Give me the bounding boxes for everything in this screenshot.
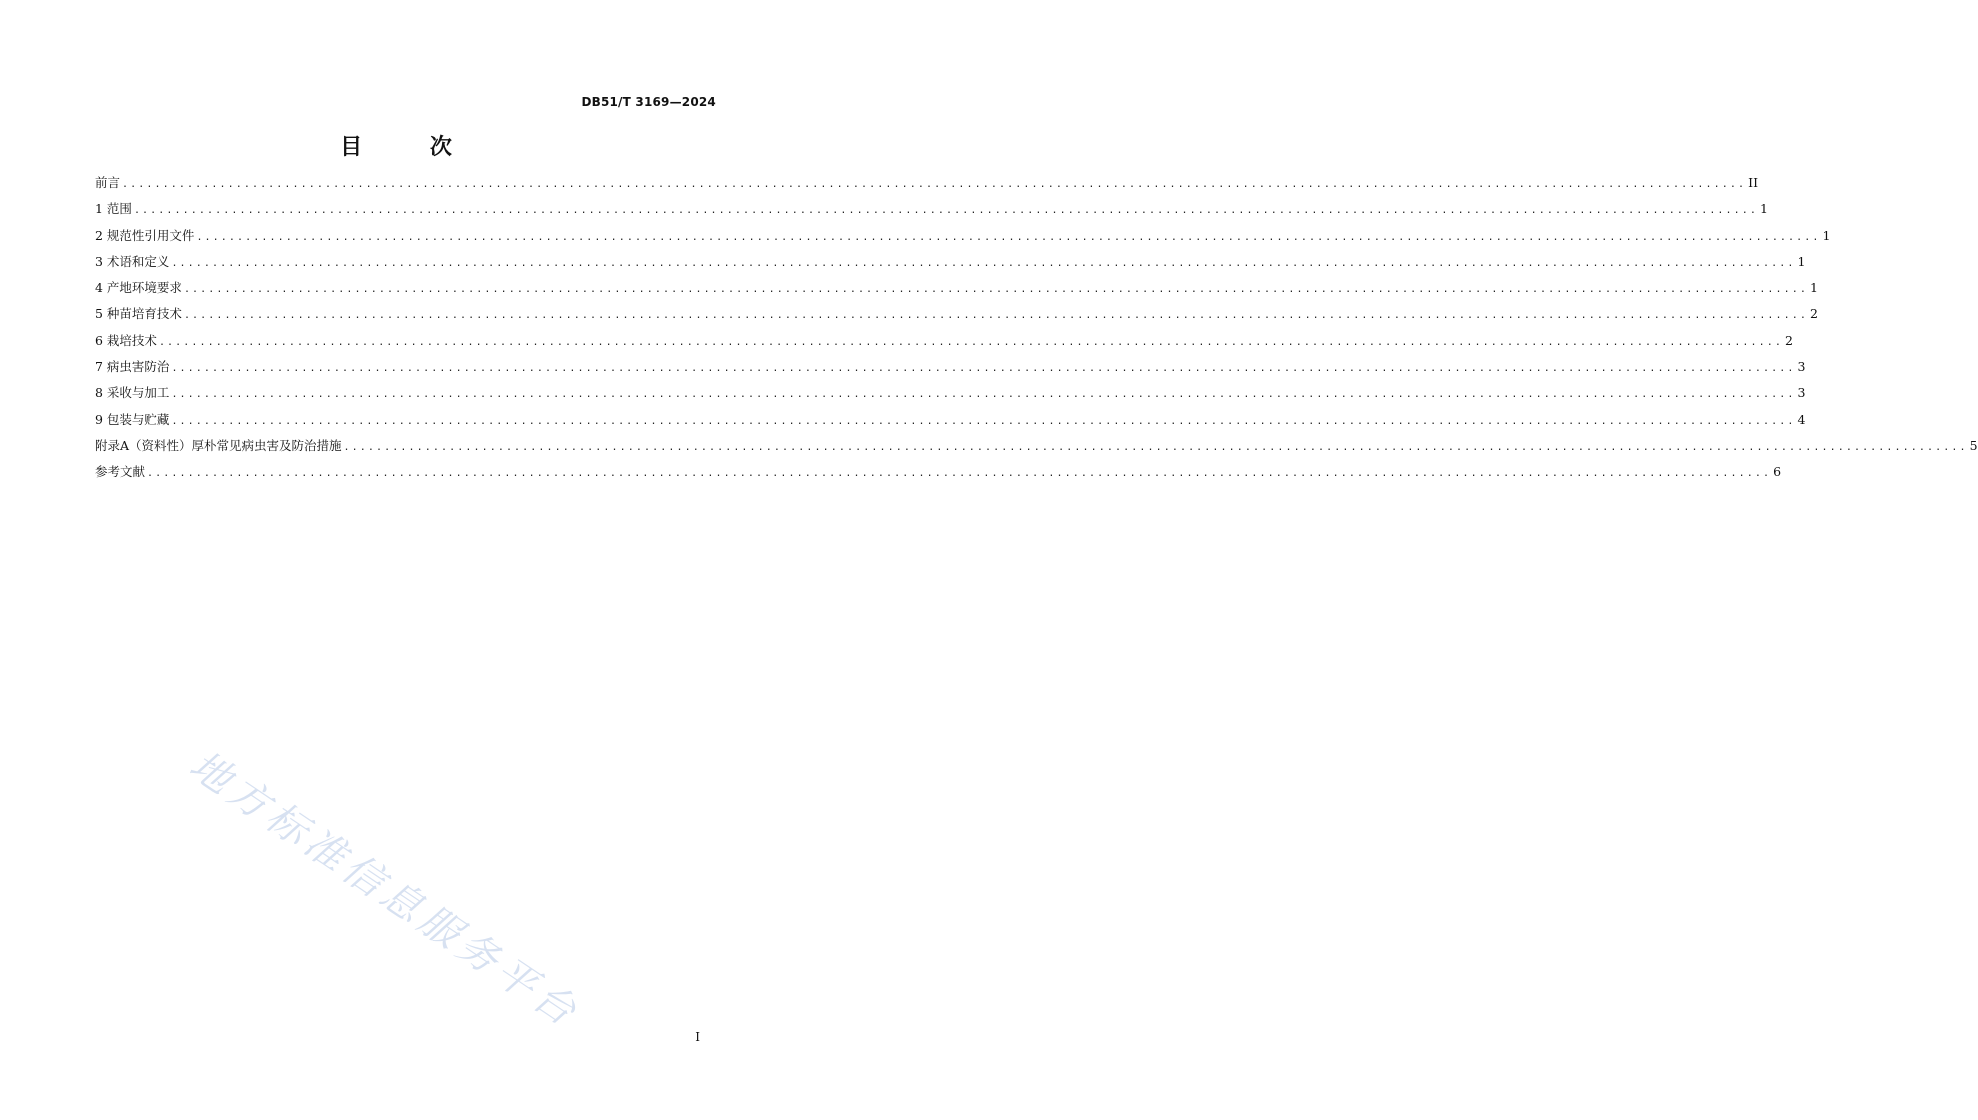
- toc-leader-dots: ........................................................................................................................................................................................................: [171, 415, 1796, 427]
- toc-leader-dots: ........................................................................................................................................................................................................: [171, 257, 1796, 269]
- toc-entry-page: 5: [1969, 437, 1978, 453]
- toc-entry-label: 3 术语和定义: [95, 253, 170, 269]
- toc-entry-label: 5 种苗培育技术: [95, 306, 182, 322]
- toc-leader-dots: ........................................................................................................................................................................................................: [171, 363, 1796, 375]
- toc-entry-page: 2: [1810, 306, 1818, 322]
- toc-leader-dots: ........................................................................................................................................................................................................: [171, 389, 1796, 401]
- table-of-contents: [95, 173, 1978, 489]
- toc-entry-packaging[interactable]: [95, 410, 1806, 436]
- toc-entry-foreword[interactable]: [95, 173, 1759, 199]
- toc-entry-page: 4: [1797, 411, 1806, 427]
- toc-entry-harvest[interactable]: [95, 383, 1806, 409]
- toc-entry-label: 前言: [95, 175, 121, 190]
- toc-leader-dots: ........................................................................................................................................................................................................: [122, 179, 1747, 190]
- toc-entry-bibliography[interactable]: [95, 462, 1782, 488]
- toc-entry-page: 1: [1760, 201, 1768, 217]
- toc-entry-page: 3: [1797, 385, 1806, 401]
- toc-entry-environment[interactable]: [95, 278, 1818, 304]
- toc-entry-terms[interactable]: [95, 252, 1806, 278]
- toc-entry-page: 1: [1797, 253, 1806, 269]
- toc-entry-label: 7 病虫害防治: [95, 359, 170, 375]
- watermark: 地方标准信息服务平台: [181, 742, 589, 1038]
- toc-entry-page: II: [1748, 175, 1759, 190]
- document-code: DB51/T 3169—2024: [581, 95, 716, 109]
- toc-leader-dots: ........................................................................................................................................................................................................: [158, 336, 1784, 348]
- toc-entry-appendix-a[interactable]: [95, 436, 1978, 462]
- toc-entry-label: 6 栽培技术: [95, 332, 157, 348]
- toc-entry-label: 1 范围: [95, 201, 132, 217]
- toc-entry-page: 1: [1822, 227, 1831, 243]
- toc-entry-label: 附录A（资料性）厚朴常见病虫害及防治措施: [95, 437, 342, 453]
- toc-entry-page: 1: [1810, 280, 1818, 296]
- page-number: I: [695, 1030, 700, 1044]
- toc-entry-label: 2 规范性引用文件: [95, 227, 195, 243]
- toc-entry-label: 参考文献: [95, 464, 146, 480]
- toc-entry-label: 8 采收与加工: [95, 385, 170, 401]
- toc-leader-dots: ........................................................................................................................................................................................................: [133, 205, 1759, 217]
- toc-leader-dots: ........................................................................................................................................................................................................: [196, 231, 1821, 243]
- toc-entry-scope[interactable]: [95, 199, 1768, 225]
- toc-leader-dots: ........................................................................................................................................................................................................: [183, 310, 1809, 322]
- toc-entry-cultivation[interactable]: [95, 331, 1793, 357]
- toc-entry-pest-control[interactable]: [95, 357, 1806, 383]
- toc-entry-label: 4 产地环境要求: [95, 280, 182, 296]
- toc-entry-label: 9 包装与贮藏: [95, 411, 170, 427]
- toc-entry-normative-references[interactable]: [95, 226, 1831, 252]
- toc-entry-seedling[interactable]: [95, 304, 1818, 330]
- page-title: 目 次: [340, 135, 482, 160]
- toc-leader-dots: ........................................................................................................................................................................................................: [147, 468, 1772, 480]
- toc-entry-page: 2: [1785, 332, 1793, 348]
- toc-entry-page: 6: [1773, 464, 1782, 480]
- toc-entry-page: 3: [1797, 359, 1806, 375]
- toc-leader-dots: ........................................................................................................................................................................................................: [343, 441, 1968, 453]
- toc-leader-dots: ........................................................................................................................................................................................................: [183, 284, 1809, 296]
